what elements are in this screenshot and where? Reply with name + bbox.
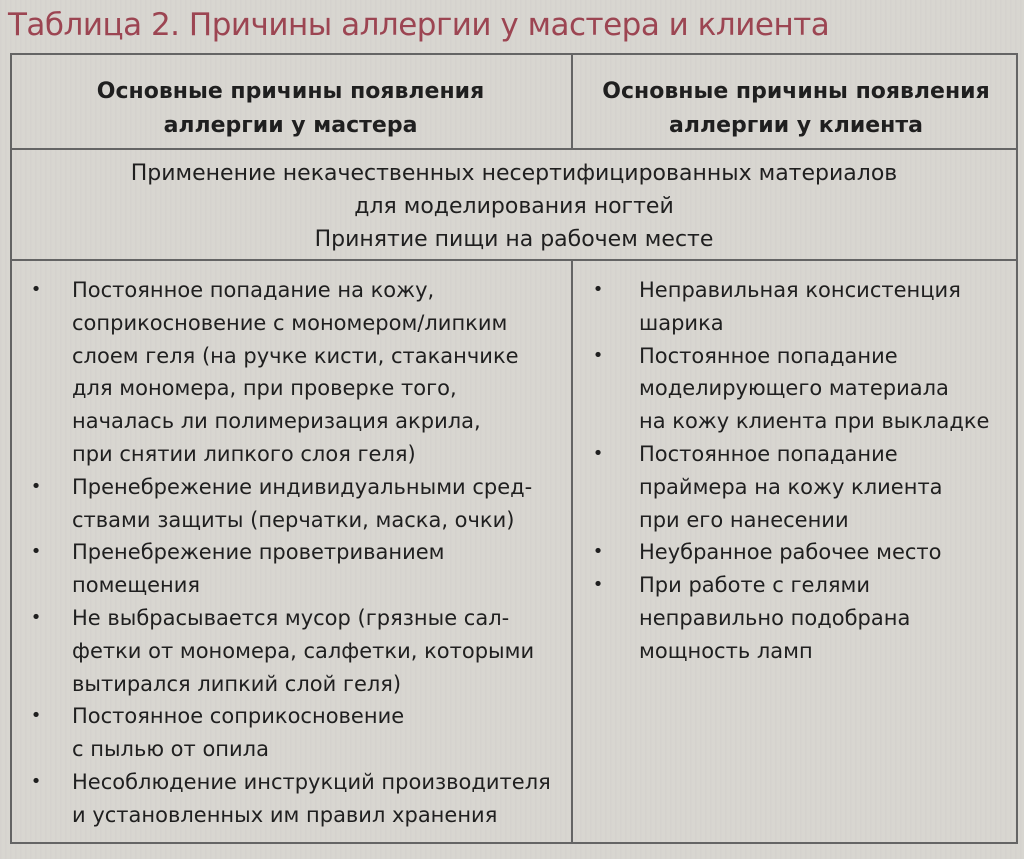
client-header-line-1: Основные причины появления [602,79,990,104]
list-line: Постоянное соприкосновение [72,704,405,729]
list-line: Неубранное рабочее место [639,540,942,565]
list-line: при снятии липкого слоя геля) [72,441,416,466]
client-causes-list [584,274,1009,668]
list-line: слоем геля (на ручке кисти, стаканчике [72,343,519,368]
list-line: мощность ламп [639,638,813,663]
client-header-line-2: аллергии у клиента [669,113,923,138]
list-item-text [72,471,557,537]
master-causes-header [10,75,571,143]
bullet-icon: • [592,344,604,366]
master-header-line-1: Основные причины появления [96,79,485,104]
list-item [22,471,557,537]
list-line: шарика [639,310,724,335]
list-line: Не выбрасывается мусор (грязные сал- [72,605,510,630]
bullet-icon: • [30,279,42,300]
list-item [22,766,557,832]
list-line: При работе с гелями [639,573,870,598]
master-header-line-2: аллергии у мастера [163,113,418,138]
shared-row-line-3: Принятие пищи на рабочем месте [314,227,714,252]
bullet-icon: • [592,442,604,464]
master-causes-list [22,274,557,832]
list-line: соприкосновение с мономером/липким [72,310,508,335]
list-item-text [72,274,557,471]
list-line: Неправильная консистенция [639,278,961,302]
list-line: Пренебрежение индивидуальными сред- [72,474,533,499]
list-item-text [72,700,557,766]
list-line: фетки от мономера, салфетки, которыми [72,638,535,663]
list-item-text [639,536,1009,569]
bullet-icon: • [30,475,42,497]
body-divider [571,261,573,842]
list-item-text [639,438,1009,536]
list-line: праймера на кожу клиента [639,474,943,499]
header-divider [571,55,573,150]
list-line: вытирался липкий слой геля) [72,671,402,696]
bullet-icon: • [30,606,42,628]
list-line: неправильно подобрана [639,605,911,630]
list-item-text [72,766,557,832]
list-line: Постоянное попадание на кожу, [72,278,435,302]
list-line: Постоянное попадание [639,343,898,368]
list-line: на кожу клиента при выкладке [639,409,990,434]
shared-row-line-2: для моделирования ногтей [354,194,674,219]
bullet-icon: • [592,541,604,563]
list-item [584,536,1009,569]
bullet-icon: • [30,770,42,792]
bullet-icon: • [30,705,42,727]
header-row-border [10,148,1018,150]
client-causes-header [574,75,1018,143]
list-line: Постоянное попадание [639,441,898,466]
list-line: моделирующего материала [639,376,949,401]
list-line: Пренебрежение проветриванием [72,540,445,565]
list-item-text [639,274,1009,340]
shared-row-border [10,259,1018,261]
list-item [584,340,1009,438]
list-item-text [639,340,1009,438]
bullet-icon: • [592,574,604,596]
list-item-text [72,536,557,602]
list-item [22,536,557,602]
list-line: и установленных им правил хранения [72,802,498,827]
list-item [584,274,1009,340]
shared-causes-row [10,157,1018,256]
list-item [584,438,1009,536]
table-title: Таблица 2. Причины аллергии у мастера и клиента [8,7,830,43]
list-item [584,569,1009,667]
list-line: помещения [72,573,201,598]
list-item [22,274,557,471]
list-line: при его нанесении [639,507,849,532]
list-line: началась ли полимеризация акрила, [72,409,481,434]
list-item-text [639,569,1009,667]
list-line: ствами защиты (перчатки, маска, очки) [72,507,515,532]
list-line: для мономера, при проверке того, [72,376,457,401]
bullet-icon: • [592,279,604,300]
shared-row-line-1: Применение некачественных несертифицированных материалов [130,161,898,186]
list-item-text [72,602,557,700]
list-item [22,602,557,700]
allergy-causes-table [10,53,1018,844]
list-line: с пылью от опила [72,737,269,762]
list-item [22,700,557,766]
bullet-icon: • [30,541,42,563]
list-line: Несоблюдение инструкций производителя [72,769,551,794]
